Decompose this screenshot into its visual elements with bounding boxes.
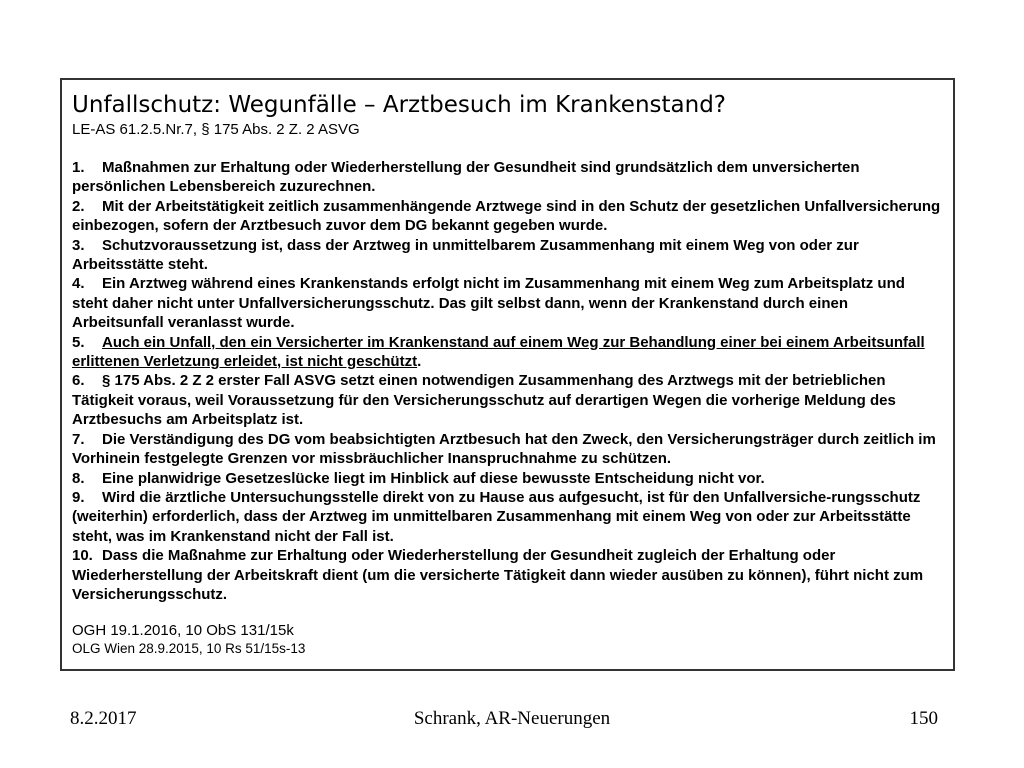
point-number: 5.: [72, 333, 85, 351]
list-item: [72, 488, 943, 546]
slide-title: Unfallschutz: Wegunfälle – Arztbesuch im Krankenstand?: [72, 92, 727, 118]
point-text: Eine planwidrige Gesetzeslücke liegt im Hinblick auf diese bewusste Entscheidung nicht vor.: [102, 469, 765, 487]
point-suffix: .: [417, 353, 422, 371]
footer-date: 8.2.2017: [70, 708, 137, 729]
list-item: [72, 197, 943, 236]
list-item: [72, 236, 943, 275]
point-text: Maßnahmen zur Erhaltung oder Wiederherstellung der Gesundheit sind grundsätzlich dem unversicherten persönlichen Lebensbereich zuzurechnen.: [72, 159, 860, 196]
list-item: [72, 546, 943, 604]
footer-author: Schrank, AR-Neuerungen: [413, 708, 611, 729]
point-number: 10.: [72, 547, 93, 565]
slide-content-box: [60, 78, 955, 671]
point-number: 3.: [72, 236, 85, 254]
point-text: Dass die Maßnahme zur Erhaltung oder Wiederherstellung der Gesundheit zugleich der Erhaltung oder Wiederherstellung der Arbeitskraft dient (um die versicherte Tätigkeit dann wieder ausüben zu können), führt nicht zum Versicherungsschutz.: [72, 547, 924, 603]
court-decision-secondary: OLG Wien 28.9.2015, 10 Rs 51/15s-13: [72, 641, 306, 657]
point-text: Schutzvoraussetzung ist, dass der Arztweg in unmittelbarem Zusammenhang mit einem Weg von oder zur Arbeitsstätte steht.: [72, 236, 859, 274]
page-number: 150: [909, 708, 938, 729]
list-item-highlighted: [72, 333, 943, 372]
point-text: Die Verständigung des DG vom beabsichtigten Arztbesuch hat den Zweck, den Versicherungsträger durch zeitlich im Vorhinein festgelegte Grenzen vor missbräuchlicher Inanspruchnahme zu schützen.: [72, 430, 936, 468]
list-item: [72, 469, 943, 488]
legal-reference: LE-AS 61.2.5.Nr.7, § 175 Abs. 2 Z. 2 ASVG: [72, 121, 360, 138]
point-text: Mit der Arbeitstätigkeit zeitlich zusammenhängende Arztwege sind in den Schutz der gesetzlichen Unfallversicherung einbezogen, sofern der Arztbesuch zuvor dem DG bekannt gegeben wurde.: [72, 197, 941, 235]
point-text: Ein Arztweg während eines Krankenstands erfolgt nicht im Zusammenhang mit einem Weg zum Arbeitsplatz und steht daher nicht unter Unfallversicherungsschutz. Das gilt selbst dann, wenn der Krankenstand durch einen Arbeitsunfall veranlasst wurde.: [72, 275, 905, 332]
list-item: [72, 371, 943, 429]
list-item: [72, 274, 943, 332]
list-item: [72, 430, 943, 469]
sources: [72, 621, 943, 657]
point-number: 1.: [72, 159, 85, 176]
court-decision-primary: OGH 19.1.2016, 10 ObS 131/15k: [72, 622, 294, 640]
list-item: [72, 158, 943, 197]
point-text: § 175 Abs. 2 Z 2 erster Fall ASVG setzt einen notwendigen Zusammenhang des Arztwegs mit der betrieblichen Tätigkeit voraus, weil Voraussetzung für den Versicherungsschutz auf derartigen Wegen die vorherige Meldung des Arztbesuchs am Arbeitsplatz ist.: [72, 372, 896, 429]
point-number: 9.: [72, 488, 85, 506]
point-number: 6.: [72, 372, 85, 390]
point-number: 4.: [72, 275, 85, 293]
point-text: Wird die ärztliche Untersuchungsstelle direkt von zu Hause aus aufgesucht, ist für den Unfallversiche-rungsschutz (weiterhin) erforderlich, dass der Arztweg im unmittelbaren Zusammenhang mit einem Weg von oder zur Arbeitsstätte steht, was im Krankenstand nicht der Fall ist.: [72, 488, 921, 545]
point-number: 7.: [72, 430, 85, 448]
points-list: [72, 158, 943, 604]
point-number: 8.: [72, 469, 85, 487]
point-number: 2.: [72, 197, 85, 215]
point-text-underlined: Auch ein Unfall, den ein Versicherter im Krankenstand auf einem Weg zur Behandlung einer bei einem Arbeitsunfall erlittenen Verletzung erleidet, ist nicht geschützt: [72, 333, 925, 371]
